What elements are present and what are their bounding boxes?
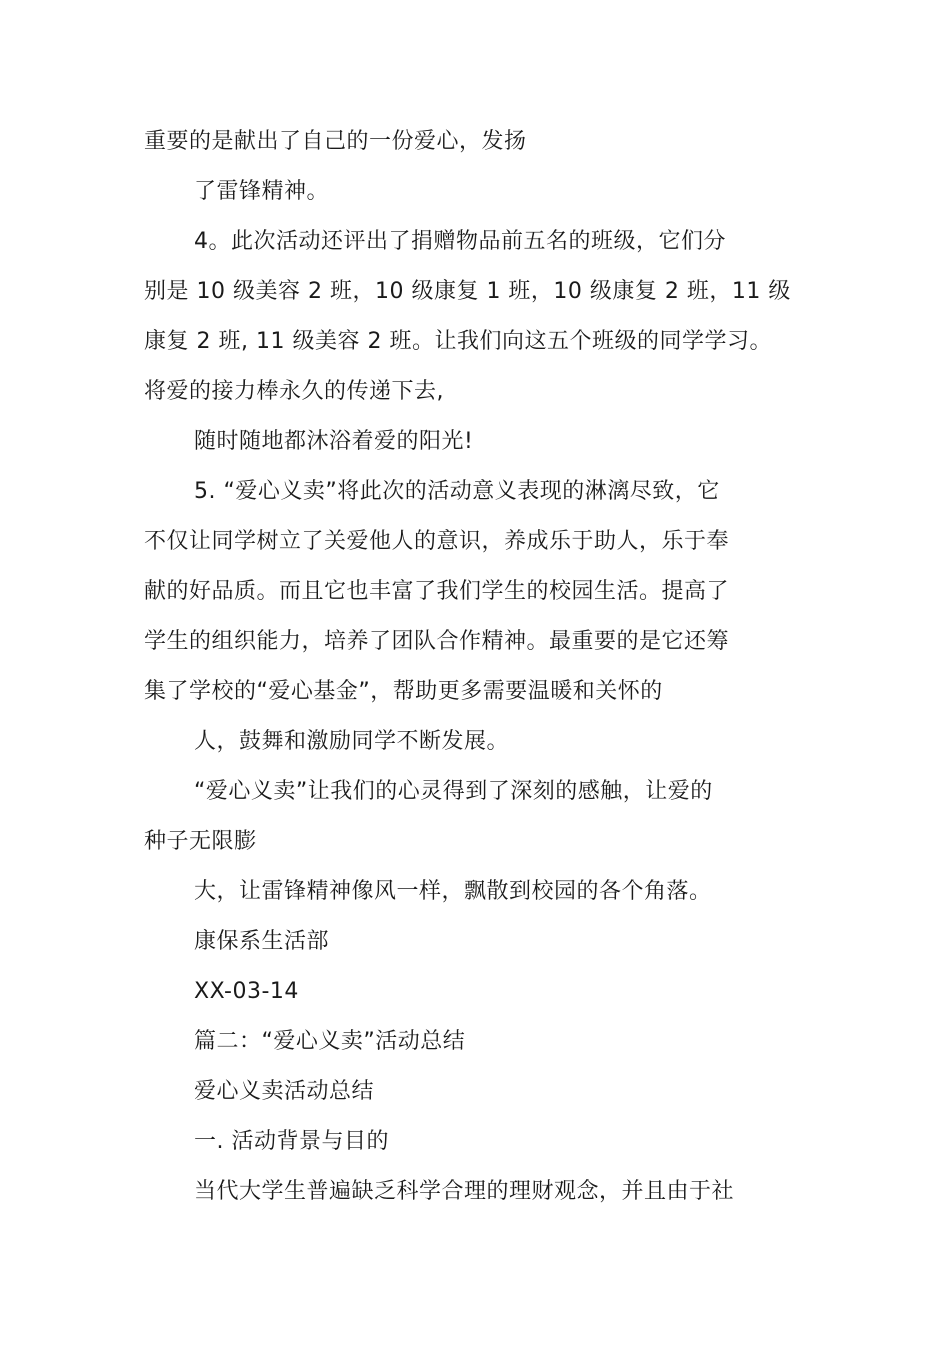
- text-line: “爱心义卖”让我们的心灵得到了深刻的感触，让爱的: [194, 779, 713, 804]
- section-title: 篇二：“爱心义卖”活动总结: [194, 1029, 466, 1054]
- text-line: 当代大学生普遍缺乏科学合理的理财观念，并且由于社: [194, 1179, 735, 1204]
- text-line: 不仅让同学树立了关爱他人的意识，养成乐于助人，乐于奉: [144, 529, 730, 554]
- text-line: 献的好品质。而且它也丰富了我们学生的校园生活。提高了: [144, 579, 730, 604]
- subsection-title: 爱心义卖活动总结: [194, 1079, 375, 1104]
- text-line: 别是 10 级美容 2 班，10 级康复 1 班，10 级康复 2 班，11 级: [144, 279, 791, 304]
- text-line: 5. “爱心义卖”将此次的活动意义表现的淋漓尽致，它: [194, 479, 720, 504]
- text-line: 人，鼓舞和激励同学不断发展。: [194, 729, 510, 754]
- text-line: 种子无限膨: [144, 829, 257, 854]
- text-line: 学生的组织能力，培养了团队合作精神。最重要的是它还筹: [144, 629, 730, 654]
- text-line: 4。此次活动还评出了捐赠物品前五名的班级，它们分: [194, 229, 726, 254]
- text-line: 重要的是献出了自己的一份爱心，发扬: [144, 129, 527, 154]
- signature-department: 康保系生活部: [194, 929, 330, 954]
- text-line: 随时随地都沐浴着爱的阳光!: [194, 429, 474, 454]
- text-line: 康复 2 班, 11 级美容 2 班。让我们向这五个班级的同学学习。: [144, 329, 772, 354]
- text-line: 了雷锋精神。: [194, 179, 330, 204]
- signature-date: XX-03-14: [194, 979, 299, 1004]
- section-heading: 一. 活动背景与目的: [194, 1129, 389, 1154]
- text-line: 大，让雷锋精神像风一样，飘散到校园的各个角落。: [194, 879, 712, 904]
- text-line: 将爱的接力棒永久的传递下去,: [144, 379, 444, 404]
- text-line: 集了学校的“爱心基金”，帮助更多需要温暖和关怀的: [144, 679, 663, 704]
